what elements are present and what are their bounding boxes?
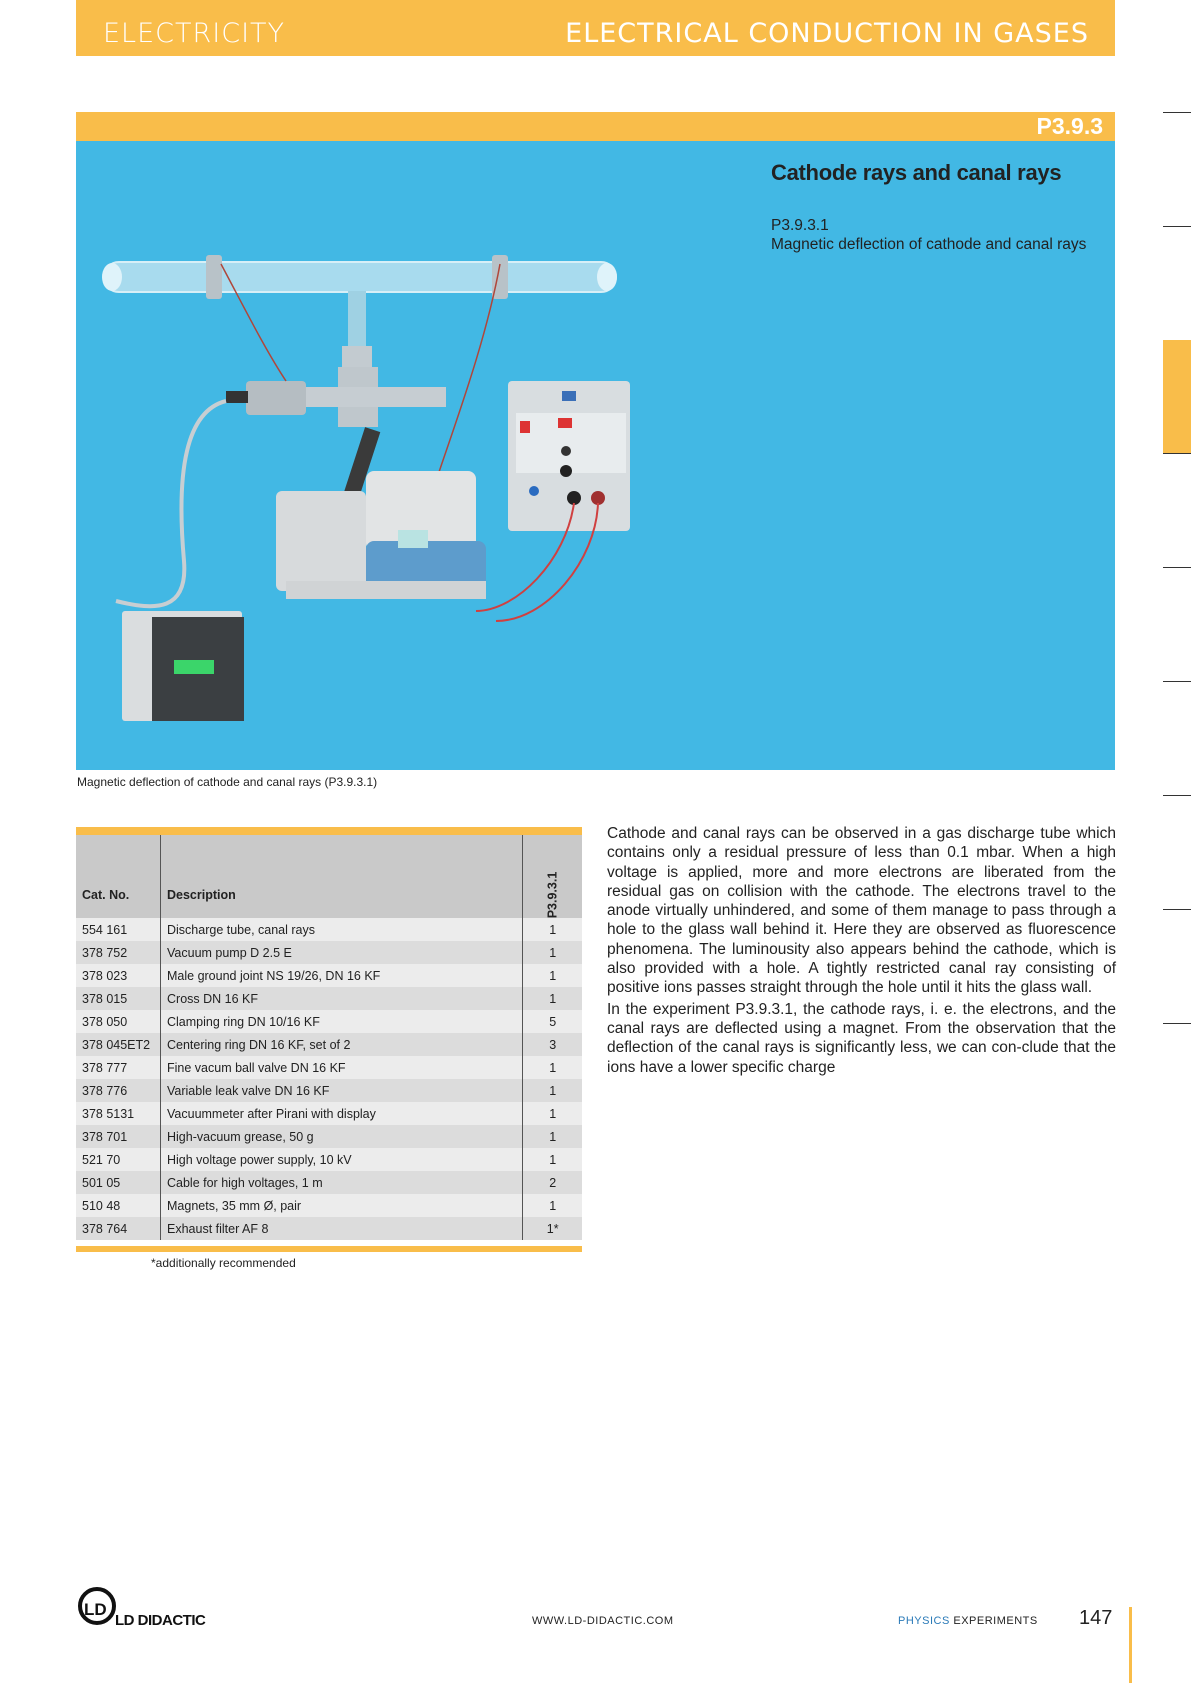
experiment-name: Magnetic deflection of cathode and canal rays — [771, 236, 1087, 253]
table-cell-cat: 378 045ET2 — [76, 1033, 161, 1056]
body-paragraph: In the experiment P3.9.3.1, the cathode rays, i. e. the electrons, and the canal rays are deflected using a magnet. From the observation that the deflection of the canal rays is significantly less, we can con-clude that the ions have a lower specific charge — [607, 1000, 1116, 1076]
table-cell-cat: 378 050 — [76, 1010, 161, 1033]
section-code: P3.9.3 — [1036, 113, 1103, 139]
table-cell-qty: 1 — [523, 1194, 582, 1217]
table-cell-cat: 554 161 — [76, 918, 161, 941]
table-cell-desc: Magnets, 35 mm Ø, pair — [161, 1194, 523, 1217]
table-top-rule — [76, 827, 582, 835]
table-cell-cat: 378 777 — [76, 1056, 161, 1079]
side-tab-divider — [1163, 795, 1191, 796]
table-row — [76, 1217, 582, 1240]
table-cell-qty: 1 — [523, 1079, 582, 1102]
table-cell-cat: 378 764 — [76, 1217, 161, 1240]
table-cell-desc: Clamping ring DN 10/16 KF — [161, 1010, 523, 1033]
side-tab-divider — [1163, 226, 1191, 227]
table-cell-cat: 521 70 — [76, 1148, 161, 1171]
table-row — [76, 964, 582, 987]
table-row — [76, 1102, 582, 1125]
table-cell-qty: 5 — [523, 1010, 582, 1033]
table-row — [76, 1194, 582, 1217]
table-cell-desc: High-vacuum grease, 50 g — [161, 1125, 523, 1148]
logo-text: LD DIDACTIC — [115, 1612, 206, 1629]
table-cell-desc: Centering ring DN 16 KF, set of 2 — [161, 1033, 523, 1056]
side-tab-divider — [1163, 909, 1191, 910]
table-cell-qty: 1 — [523, 1148, 582, 1171]
experiment-code: P3.9.3.1 — [771, 217, 829, 234]
side-tab-active[interactable] — [1163, 340, 1191, 453]
table-cell-cat: 501 05 — [76, 1171, 161, 1194]
table-cell-qty: 1* — [523, 1217, 582, 1240]
side-tab-divider — [1163, 681, 1191, 682]
body-text — [607, 824, 1116, 1079]
table-cell-desc: Vacuum pump D 2.5 E — [161, 941, 523, 964]
header-bar — [76, 0, 1115, 56]
table-cell-desc: Cable for high voltages, 1 m — [161, 1171, 523, 1194]
table-row — [76, 987, 582, 1010]
body-paragraph: Cathode and canal rays can be observed in a gas discharge tube which contains only a residual pressure of less than 0.1 mbar. When a high voltage is applied, more and more electrons are liberated from the residual gas on collision with the cathode. The electrons travel to the anode virtually unhindered, and some of them manage to pass through a hole to the glass wall behind it. Here they are observed as fluorescence phenomena. The luminousity also appears behind the cathode, which is also provided with a hole. A tightly restricted canal ray consisting of positive ions passes straight through the hole until it hits the glass wall. — [607, 825, 1116, 997]
column-header-experiment: P3.9.3.1 — [523, 827, 582, 918]
table-cell-qty: 1 — [523, 918, 582, 941]
header-topic: ELECTRICAL CONDUCTION IN GASES — [565, 18, 1089, 49]
page-accent-bar — [1129, 1607, 1132, 1683]
column-header-description: Description — [161, 827, 523, 918]
side-tab-divider — [1163, 1023, 1191, 1024]
svg-text:LD: LD — [84, 1600, 107, 1619]
table-row — [76, 918, 582, 941]
table-cell-qty: 1 — [523, 1102, 582, 1125]
table-row — [76, 1033, 582, 1056]
experiment-title: Cathode rays and canal rays — [771, 160, 1062, 185]
table-cell-qty: 3 — [523, 1033, 582, 1056]
table-cell-qty: 1 — [523, 987, 582, 1010]
footer-category: PHYSICS EXPERIMENTS — [898, 1615, 1038, 1627]
footer-url[interactable]: WWW.LD-DIDACTIC.COM — [532, 1615, 674, 1627]
side-tab-divider — [1163, 453, 1191, 454]
table-cell-qty: 1 — [523, 1125, 582, 1148]
side-tab-divider — [1163, 112, 1191, 113]
table-row — [76, 1125, 582, 1148]
table-cell-qty: 1 — [523, 941, 582, 964]
figure-caption: Magnetic deflection of cathode and canal rays (P3.9.3.1) — [77, 775, 378, 789]
table-cell-cat: 378 023 — [76, 964, 161, 987]
table-footnote: *additionally recommended — [151, 1256, 296, 1270]
column-header-cat-no: Cat. No. — [76, 827, 161, 918]
header-category: ELECTRICITY — [103, 18, 286, 49]
table-cell-cat: 510 48 — [76, 1194, 161, 1217]
table-bottom-rule — [76, 1246, 582, 1252]
table-cell-cat: 378 752 — [76, 941, 161, 964]
table-cell-cat: 378 776 — [76, 1079, 161, 1102]
page-number: 147 — [1079, 1607, 1113, 1629]
table-row — [76, 1079, 582, 1102]
table-row — [76, 1056, 582, 1079]
table-cell-desc: High voltage power supply, 10 kV — [161, 1148, 523, 1171]
table-cell-qty: 1 — [523, 964, 582, 987]
experiment-list — [771, 216, 1091, 254]
section-bar — [76, 112, 1115, 141]
table-cell-desc: Fine vacum ball valve DN 16 KF — [161, 1056, 523, 1079]
parts-table — [76, 827, 582, 1240]
table-cell-cat: 378 701 — [76, 1125, 161, 1148]
table-cell-desc: Variable leak valve DN 16 KF — [161, 1079, 523, 1102]
table-cell-qty: 1 — [523, 1056, 582, 1079]
table-row — [76, 1148, 582, 1171]
table-cell-desc: Discharge tube, canal rays — [161, 918, 523, 941]
table-cell-qty: 2 — [523, 1171, 582, 1194]
table-row — [76, 941, 582, 964]
table-cell-desc: Vacuummeter after Pirani with display — [161, 1102, 523, 1125]
table-cell-desc: Cross DN 16 KF — [161, 987, 523, 1010]
table-cell-desc: Exhaust filter AF 8 — [161, 1217, 523, 1240]
table-cell-cat: 378 015 — [76, 987, 161, 1010]
table-cell-desc: Male ground joint NS 19/26, DN 16 KF — [161, 964, 523, 987]
side-tab-divider — [1163, 567, 1191, 568]
table-cell-cat: 378 5131 — [76, 1102, 161, 1125]
table-row — [76, 1010, 582, 1033]
table-row — [76, 1171, 582, 1194]
